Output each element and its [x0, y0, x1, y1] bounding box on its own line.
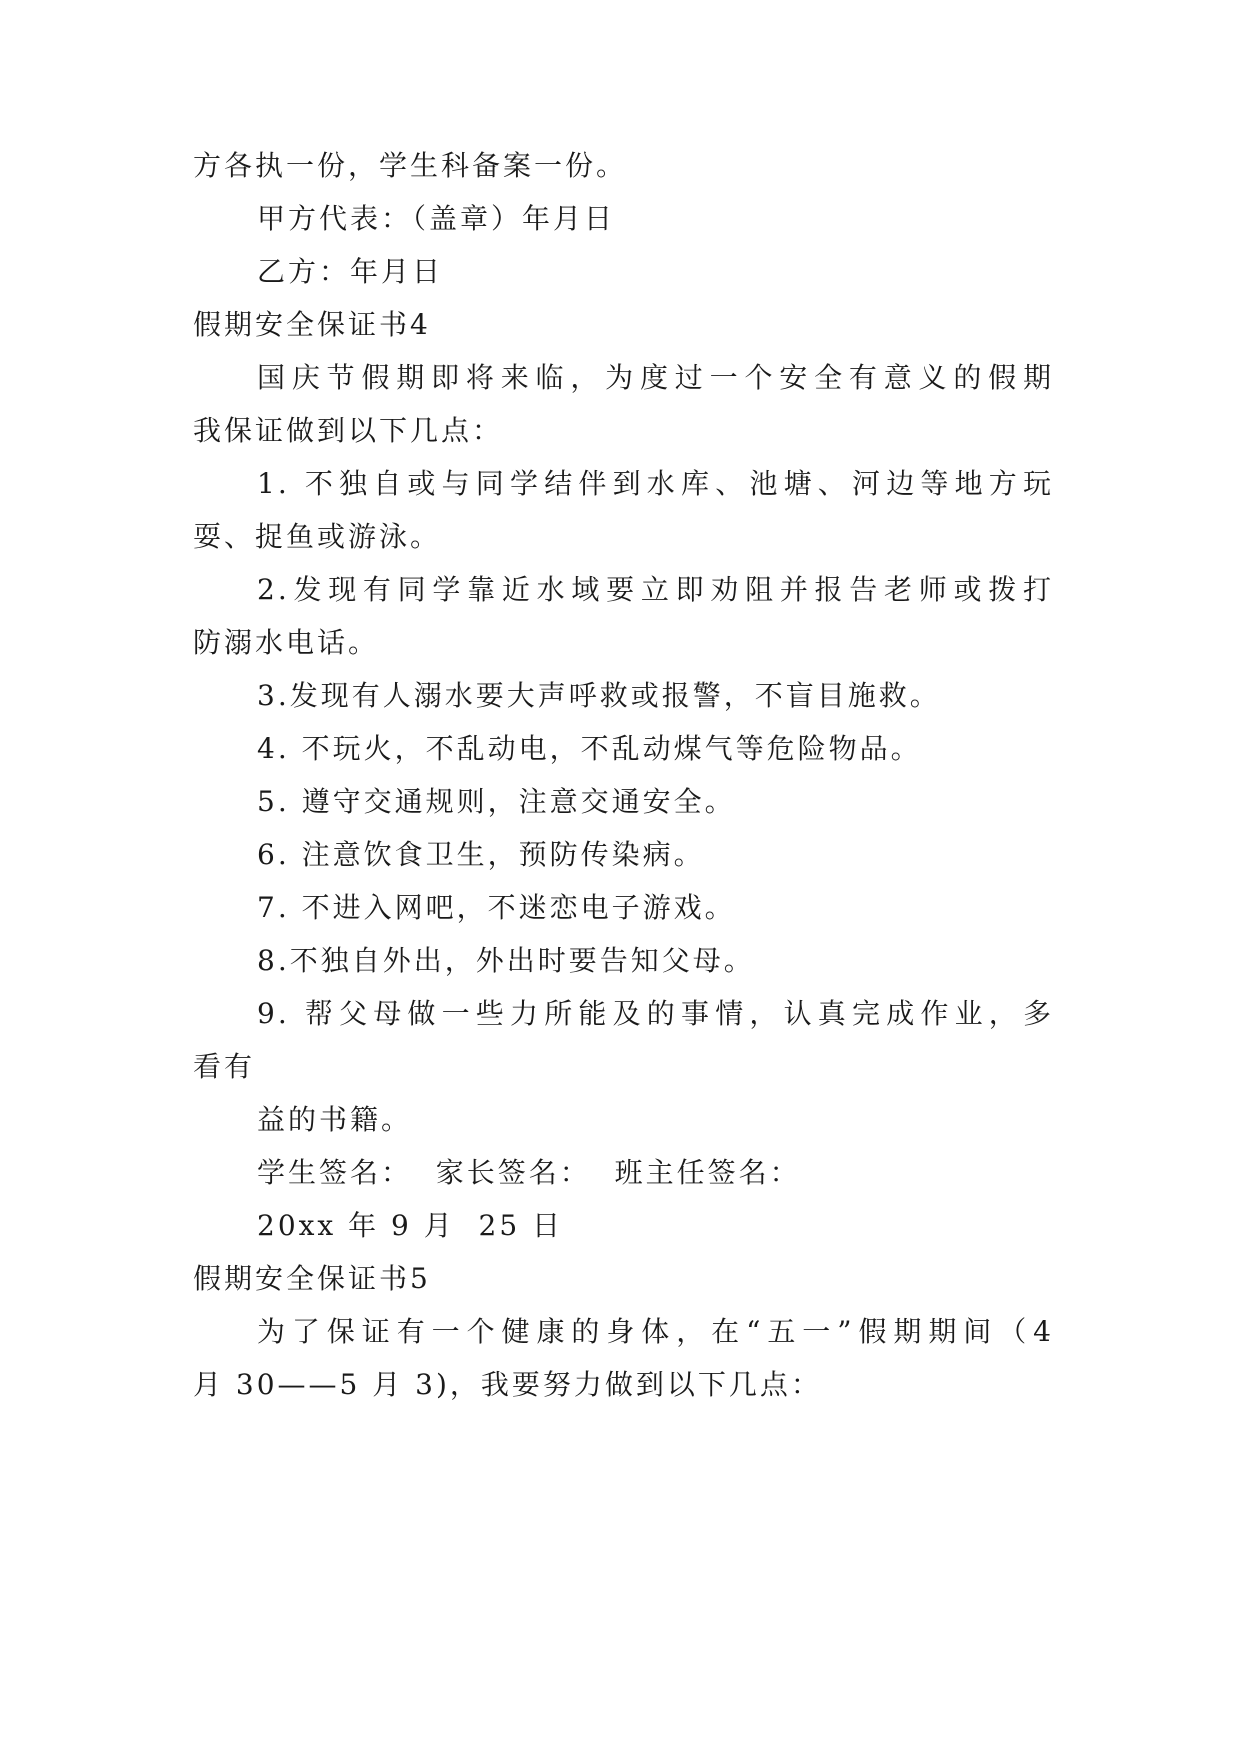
section-title: 假期安全保证书4 — [193, 308, 431, 341]
list-item: 5. 遵守交通规则，注意交通安全。 — [257, 785, 736, 818]
list-item: 1. 不独自或与同学结伴到水库、池塘、河边等地方玩 — [257, 467, 1054, 500]
list-item-continuation: 益的书籍。 — [257, 1103, 413, 1136]
list-item-continuation: 耍、捉鱼或游泳。 — [193, 520, 442, 553]
date-line: 20xx 年 9 月 25 日 — [257, 1209, 564, 1242]
list-item: 2.发现有同学靠近水域要立即劝阻并报告老师或拨打 — [257, 573, 1054, 606]
list-item-continuation: 看有 — [193, 1050, 256, 1083]
text-line: 甲方代表：（盖章）年月日 — [257, 202, 616, 235]
text-line: 为了保证有一个健康的身体，在“五一”假期期间（4 — [257, 1315, 1054, 1348]
section-title: 假期安全保证书5 — [193, 1262, 431, 1295]
signature-line: 学生签名： 家长签名： 班主任签名： — [257, 1156, 801, 1189]
list-item: 6. 注意饮食卫生，预防传染病。 — [257, 838, 705, 871]
list-item-continuation: 防溺水电话。 — [193, 626, 380, 659]
text-line: 乙方：年月日 — [257, 255, 444, 288]
list-item: 4. 不玩火，不乱动电，不乱动煤气等危险物品。 — [257, 732, 922, 765]
text-line: 方各执一份，学生科备案一份。 — [193, 149, 628, 182]
list-item: 9. 帮父母做一些力所能及的事情，认真完成作业，多 — [257, 997, 1054, 1030]
list-item: 7. 不进入网吧，不迷恋电子游戏。 — [257, 891, 736, 924]
text-line: 国庆节假期即将来临，为度过一个安全有意义的假期 — [257, 361, 1054, 394]
list-item: 3.发现有人溺水要大声呼救或报警，不盲目施救。 — [257, 679, 941, 712]
list-item: 8.不独自外出，外出时要告知父母。 — [257, 944, 755, 977]
text-line: 我保证做到以下几点： — [193, 414, 504, 447]
text-line: 月 30——5 月 3)，我要努力做到以下几点： — [193, 1368, 822, 1401]
